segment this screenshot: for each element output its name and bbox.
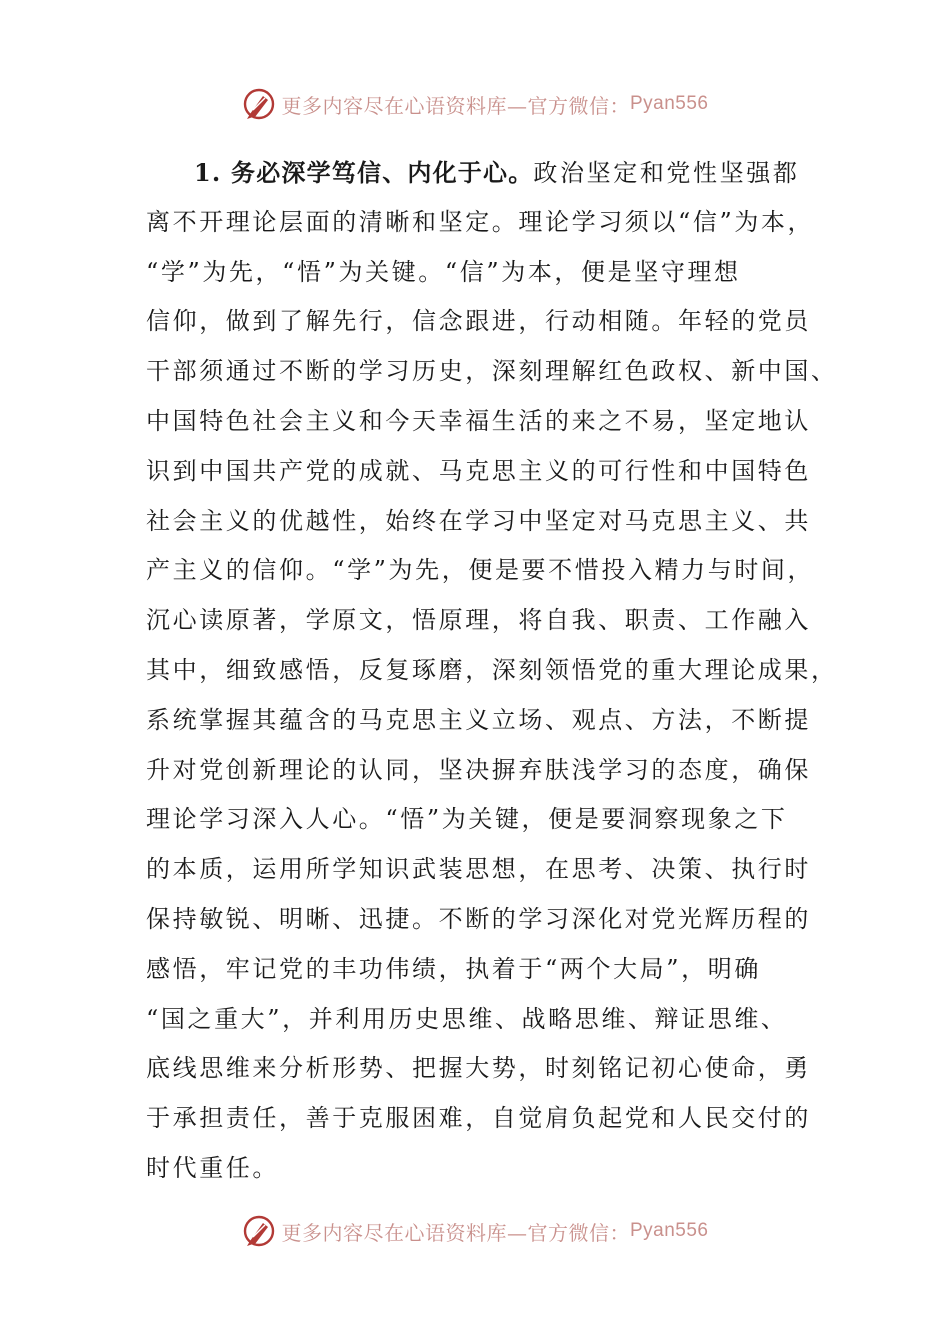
paragraph-line: 干部须通过不断的学习历史，深刻理解红色政权、新中国、 xyxy=(146,357,838,386)
paragraph-line: 的本质，运用所学知识武装思想，在思考、决策、执行时 xyxy=(146,855,811,884)
watermark-text: 更多内容尽在心语资料库—官方微信： xyxy=(281,93,630,118)
paragraph-line: 中国特色社会主义和今天幸福生活的来之不易，坚定地认 xyxy=(146,406,811,435)
paragraph-line: 系统掌握其蕴含的马克思主义立场、观点、方法，不断提 xyxy=(146,705,811,734)
paragraph-line: 离不开理论层面的清晰和坚定。理论学习须以“信”为本， xyxy=(146,207,815,236)
paragraph-line: 沉心读原著，学原文，悟原理，将自我、职责、工作融入 xyxy=(146,606,811,635)
paragraph-line: 底线思维来分析形势、把握大势，时刻铭记初心使命，勇 xyxy=(146,1054,811,1083)
paragraph-line: 于承担责任，善于克服困难，自觉肩负起党和人民交付的 xyxy=(146,1104,811,1133)
paragraph-line: 时代重任。 xyxy=(146,1153,279,1182)
paragraph-line: 社会主义的优越性，始终在学习中坚定对马克思主义、共 xyxy=(146,506,811,535)
paragraph-line: 其中，细致感悟，反复琢磨，深刻领悟党的重大理论成果， xyxy=(146,655,838,684)
paragraph-line: 升对党创新理论的认同，坚决摒弃肤浅学习的态度，确保 xyxy=(146,755,811,784)
watermark-wechat-id: Pyan556 xyxy=(629,1220,709,1241)
paragraph-line: 保持敏锐、明晰、迅捷。不断的学习深化对党光辉历程的 xyxy=(146,904,811,933)
pen-logo-icon xyxy=(241,1213,277,1249)
paragraph-line: 感悟，牢记党的丰功伟绩，执着于“两个大局”，明确 xyxy=(146,954,761,983)
paragraph-line: “学”为先，“悟”为关键。“信”为本，便是坚守理想 xyxy=(146,257,741,286)
paragraph-line: 信仰，做到了解先行，信念跟进，行动相随。年轻的党员 xyxy=(146,307,811,336)
watermark-text: 更多内容尽在心语资料库—官方微信： xyxy=(281,1220,630,1245)
paragraph-line: 识到中国共产党的成就、马克思主义的可行性和中国特色 xyxy=(146,456,811,485)
paragraph-line: 理论学习深入人心。“悟”为关键，便是要洞察现象之下 xyxy=(146,805,788,834)
watermark-top xyxy=(0,84,950,124)
paragraph-heading: 1. 务必深学笃信、内化于心。 xyxy=(194,158,534,187)
paragraph-body xyxy=(146,148,838,1194)
pen-logo-icon xyxy=(241,86,277,122)
paragraph-line: 产主义的信仰。“学”为先，便是要不惜投入精力与时间， xyxy=(146,556,815,585)
paragraph-line: “国之重大”，并利用历史思维、战略思维、辩证思维、 xyxy=(146,1004,788,1033)
watermark-bottom xyxy=(0,1211,950,1251)
paragraph-line: 1. 务必深学笃信、内化于心。政治坚定和党性坚强都 xyxy=(194,158,800,187)
watermark-wechat-id: Pyan556 xyxy=(629,93,709,114)
